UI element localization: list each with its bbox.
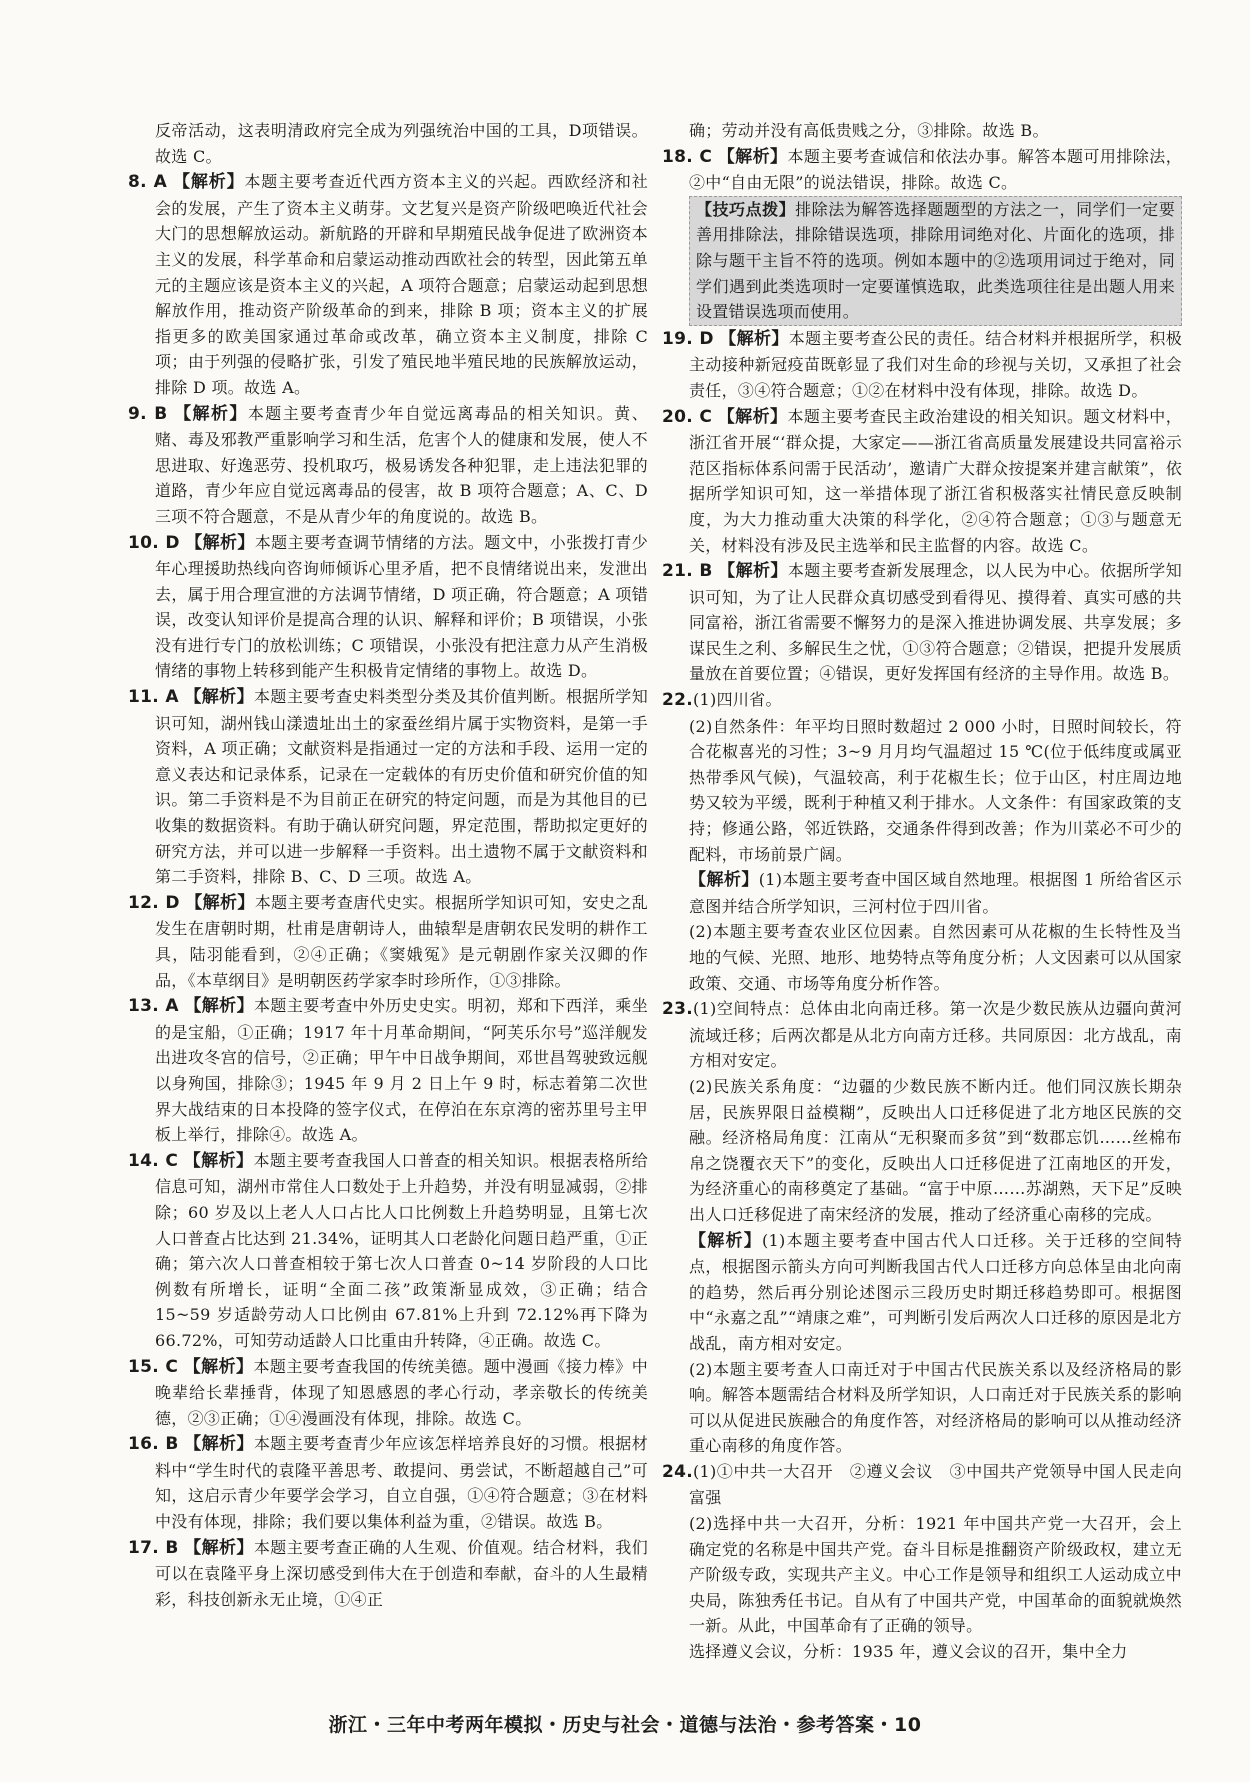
question-text: 本题主要考查青少年应该怎样培养良好的习惯。根据材料中“学生时代的袁隆平善思考、敢提问、勇尝试，不断超越自己”可知，这启示青少年要学会学习，自立自强，①④符合题意；③在材料中没有体现，排除；我们要以集体利益为重，②错误。故选 B。 <box>155 1434 648 1532</box>
question-23-analysis-2: (2)本题主要考查人口南迁对于中国古代民族关系以及经济格局的影响。解答本题需结合材料及所学知识，人口南迁对于民族关系的影响可以从促进民族融合的角度作答，对经济格局的影响可以从推动经济重心南移的角度作答。 <box>689 1359 1182 1456</box>
analysis-tag: 【解析】 <box>718 561 788 582</box>
question-text: 本题主要考查我国的传统美德。题中漫画《接力棒》中晚辈给长辈捶背，体现了知恩感恩的孝心行动，孝亲敬长的传统美德，②③正确；①④漫画没有体现，排除。故选 C。 <box>155 1356 648 1428</box>
question-22 <box>662 687 1182 714</box>
question-text: 本题主要考查公民的责任。结合材料并根据所学，积极主动接种新冠疫苗既彰显了我们对生命的珍视与关切，又承担了社会责任，③④符合题意；①②在材料中没有体现，排除。故选 D。 <box>689 328 1183 400</box>
question-17 <box>128 1535 648 1613</box>
question-number: 23. <box>662 999 694 1020</box>
analysis-tag: 【解析】 <box>174 403 248 424</box>
answer-part-1: (1)空间特点：总体由北向南迁移。第一次是少数民族从边疆向黄河流域迁移；后两次都是从北方向南方迁移。共同原因：北方战乱，南方相对安定。 <box>689 999 1182 1071</box>
question-text: 本题主要考查唐代史实。根据所学知识可知，安史之乱发生在唐朝时期，杜甫是唐朝诗人，曲辕犁是唐朝农民发明的耕作工具，陆羽能看到，②④正确；《窦娥冤》是元朝剧作家关汉卿的作品，《本草纲目》是明朝医药学家李时珍所作，①③排除。 <box>155 892 649 990</box>
intro-text: 反帝活动，这表明清政府完全成为列强统治中国的工具，D项错误。故选 C。 <box>155 121 648 166</box>
tip-text: 排除法为解答选择题题型的方法之一，同学们一定要善用排除法，排除错误选项，排除用词绝对化、片面化的选项，排除与题干主旨不符的选项。例如本题中的②选项用词过于绝对，同学们遇到此类选项时一定要谨慎选取，此类选项往往是出题人用来设置错误选项而使用。 <box>696 199 1175 322</box>
question-number: 17. B <box>128 1537 179 1558</box>
question-text: 本题主要考查调节情绪的方法。题文中，小张拨打青少年心理援助热线向咨询师倾诉心里矛盾，把不良情绪说出来，发泄出去，属于用合理宣泄的方法调节情绪，D 项正确，符合题意；A 项错误，改变认知评价是提高合理的认识、解释和评价；B 项错误，小张没有进行专门的放松训练；C 项错误，小张没有把注意力从产生消极情绪的事物上转移到能产生积极肯定情绪的事物上。故选 D。 <box>155 532 649 681</box>
question-number: 11. A <box>128 687 179 708</box>
question-22-answer-2: (2)自然条件：年平均日照时数超过 2 000 小时，日照时间较长，符合花椒喜光的习性；3~9 月月均气温超过 15 ℃(位于低纬度或属亚热带季风气候)，气温较高，利于花椒生长；位于山区，村庄周边地势又较为平缓，既利于种植又利于排水。人文条件：有国家政策的支持；修通公路，邻近铁路，交通条件得到改善；作为川菜必不可少的配料，市场前景广阔。 <box>689 716 1182 864</box>
question-number: 8. A <box>128 172 168 193</box>
tip-wrapper <box>662 196 1182 326</box>
question-number: 12. D <box>128 892 180 913</box>
question-number: 19. D <box>662 328 714 349</box>
analysis-tag: 【解析】 <box>184 996 255 1017</box>
analysis-tag: 【解析】 <box>183 1150 254 1171</box>
question-24 <box>662 1459 1182 1511</box>
question-number: 22. <box>662 690 694 711</box>
analysis-tag: 【解析】 <box>717 146 788 167</box>
analysis-part-1: (1)本题主要考查中国区域自然地理。根据图 1 所给省区示意图并结合所学知识，三河村位于四川省。 <box>689 870 1182 916</box>
analysis-part-1: (1)本题主要考查中国古代人口迁移。关于迁移的空间特点，根据图示箭头方向可判断我国古代人口迁移方向总体呈由北向南的趋势，然后再分别论述图示三段历史时期迁移趋势即可。根据图中“永嘉之乱”“靖康之难”，可判断引发后两次人口迁移的原因是北方战乱，南方相对安定。 <box>689 1230 1182 1353</box>
question-number: 21. B <box>662 561 713 582</box>
question-23 <box>662 996 1182 1074</box>
question-21 <box>662 558 1182 687</box>
question-24-answer-3: 选择遵义会议，分析：1935 年，遵义会议的召开，集中全力 <box>689 1642 1128 1662</box>
left-column <box>128 118 648 1612</box>
question-text: 本题主要考查诚信和依法办事。解答本题可用排除法，②中“自由无限”的说法错误，排除。故选 C。 <box>689 146 1182 193</box>
question-number: 14. C <box>128 1150 179 1171</box>
question-text: 本题主要考查我国人口普查的相关知识。根据表格所给信息可知，湖州市常住人口数处于上升趋势，并没有明显减弱，②排除；60 岁及以上老人人口占比人口比例数上升趋势明显，且第七次人口普查占比达到 21.34%，证明其人口老龄化问题日趋严重，①正确；第六次人口普查相较于第七次人口普查 0~14 岁阶段的人口比例数有所增长，证明“全面二孩”政策渐显成效，③正确；结合 15~59 岁适龄劳动人口比例由 67.81%上升到 72.12%再下降为 66.72%，可知劳动适龄人口比重由升转降，④正确。故选 C。 <box>155 1150 648 1350</box>
question-10 <box>128 530 648 685</box>
question-23-analysis <box>662 1228 1182 1357</box>
question-22-analysis <box>662 867 1182 919</box>
analysis-tag: 【解析】 <box>689 870 759 891</box>
analysis-tag: 【解析】 <box>184 1537 254 1558</box>
analysis-tag: 【解析】 <box>717 406 788 427</box>
question-text: 本题主要考查中外历史史实。明初，郑和下西洋，乘坐的是宝船，①正确；1917 年十月革命期间，“阿芙乐尔号”巡洋舰发出进攻冬宫的信号，②正确；甲午中日战争期间，邓世昌驾驶致远舰以身殉国，排除③；1945 年 9 月 2 日上午 9 时，标志着第二次世界大战结束的日本投降的签字仪式，在停泊在东京湾的密苏里号主甲板上举行，排除④。故选 A。 <box>155 996 648 1145</box>
question-text: 本题主要考查青少年自觉远离毒品的相关知识。黄、赌、毒及邪教严重影响学习和生活，危害个人的健康和发展，使人不思进取、好逸恶劳、投机取巧，极易诱发各种犯罪，走上违法犯罪的道路，青少年应自觉远离毒品的侵害，故 B 项符合题意；A、C、D 三项不符合题意，不是从青少年的角度说的。故选 B。 <box>155 403 649 526</box>
question-22-analysis-2: (2)本题主要考查农业区位因素。自然因素可从花椒的生长特性及当地的气候、光照、地形、地势特点等角度分析；人文因素可以从国家政策、交通、市场等角度分析作答。 <box>689 922 1182 993</box>
analysis-tag: 【解析】 <box>185 892 255 913</box>
question-number: 9. B <box>128 403 168 424</box>
question-text: 本题主要考查正确的人生观、价值观。结合材料，我们可以在袁隆平身上深切感受到伟大在于创造和奉献，奋斗的人生最精彩，科技创新永无止境，①④正 <box>155 1537 648 1609</box>
right-column <box>662 118 1182 1665</box>
question-number: 24. <box>662 1461 694 1482</box>
tip-box <box>689 196 1182 326</box>
analysis-tag: 【解析】 <box>185 532 255 553</box>
question-12 <box>128 890 648 993</box>
question-text: 本题主要考查史料类型分类及其价值判断。根据所学知识可知，湖州钱山漾遗址出土的家蚕丝绢片属于实物资料，是第一手资料，A 项正确；文献资料是指通过一定的方法和手段、运用一定的意义表达和记录体系，记录在一定载体的有历史价值和研究价值的知识。第二手资料是不为目前正在研究的特定问题，而是为其他目的已收集的数据资料。有助于确认研究问题，界定范围，帮助拟定更好的研究方法，并可以进一步解释一手资料。出土遗物不属于文献资料和第二手资料，排除 B、C、D 三项。故选 A。 <box>155 687 648 887</box>
question-18 <box>662 144 1182 196</box>
analysis-tag: 【解析】 <box>183 1356 254 1377</box>
question-number: 15. C <box>128 1356 179 1377</box>
analysis-tag: 【解析】 <box>184 687 255 708</box>
question-24-answer-2: (2)选择中共一大召开，分析：1921 年中国共产党一大召开，会上确定党的名称是中国共产党。奋斗目标是推翻资产阶级政权，建立无产阶级专政，实现共产主义。中心工作是领导和组织工人运动成立中央局，陈独秀任书记。自从有了中国共产党，中国革命的面貌就焕然一新。从此，中国革命有了正确的领导。 <box>689 1514 1182 1636</box>
question-number: 18. C <box>662 146 713 167</box>
analysis-tag: 【解析】 <box>719 328 789 349</box>
page-footer: 浙江・三年中考两年模拟・历史与社会・道德与法治・参考答案・10 <box>328 1714 922 1736</box>
question-14 <box>128 1148 648 1354</box>
question-text: 本题主要考查近代西方资本主义的兴起。西欧经济和社会的发展，产生了资本主义萌芽。文艺复兴是资产阶级吧唤近代社会大门的思想解放运动。新航路的开辟和早期殖民战争促进了欧洲资本主义的发展，科学革命和启蒙运动推动西欧社会的转型，因此第五单元的主题应该是资本主义的兴起，A 项符合题意；启蒙运动起到思想解放作用，推动资产阶级革命的到来，排除 B 项；资本主义的扩展指更多的欧美国家通过革命或改革，确立资本主义制度，排除 C 项；由于列强的侵略扩张，引发了殖民地半殖民地的民族解放运动，排除 D 项。故选 A。 <box>155 172 649 397</box>
question-20 <box>662 404 1182 559</box>
question-number: 20. C <box>662 406 713 427</box>
question-text: 本题主要考查民主政治建设的相关知识。题文材料中，浙江省开展“‘群众提，大家定——浙江省高质量发展建设共同富裕示范区指标体系问需于民活动’，邀请广大群众按提案并建言献策”，依据所学知识可知，这一举措体现了浙江省积极落实社情民意反映制度，为大力推动重大决策的科学化，②④符合题意；①③与题意无关，材料没有涉及民主选举和民主监督的内容。故选 C。 <box>689 406 1182 555</box>
question-16 <box>128 1431 648 1534</box>
analysis-tag: 【解析】 <box>184 1434 254 1455</box>
question-13 <box>128 993 648 1148</box>
question-11 <box>128 684 648 890</box>
question-8 <box>128 169 648 400</box>
answer-part-1: (1)①中共一大召开 ②遵义会议 ③中国共产党领导中国人民走向富强 <box>689 1461 1182 1508</box>
analysis-tag: 【解析】 <box>689 1230 762 1251</box>
question-15 <box>128 1354 648 1432</box>
question-23-answer-2: (2)民族关系角度：“边疆的少数民族不断内迁。他们同汉族长期杂居，民族界限日益模糊”，反映出人口迁移促进了北方地区民族的交融。经济格局角度：江南从“无积聚而多贫”到“数郡忘饥……丝棉布帛之饶覆衣天下”的变化，反映出人口迁移促进了江南地区的开发，为经济重心的南移奠定了基础。“富于中原……苏湖熟，天下足”反映出人口迁移促进了南宋经济的发展，推动了经济重心南移的完成。 <box>689 1076 1182 1224</box>
question-number: 16. B <box>128 1434 179 1455</box>
question-text: 本题主要考查新发展理念，以人民为中心。依据所学知识可知，为了让人民群众真切感受到看得见、摸得着、真实可感的共同富裕，浙江省需要不懈努力的是深入推进协调发展、共享发展；多谋民生之利、多解民生之忧，①③符合题意；②错误，把提升发展质量放在首要位置；④错误，更好发挥国有经济的主导作用。故选 B。 <box>689 561 1182 684</box>
question-9 <box>128 401 648 530</box>
question-number: 13. A <box>128 996 179 1017</box>
tip-tag: 【技巧点拨】 <box>696 199 796 219</box>
answer-part-1: (1)四川省。 <box>693 690 782 710</box>
analysis-tag: 【解析】 <box>173 172 245 193</box>
question-number: 10. D <box>128 532 180 553</box>
question-19 <box>662 326 1182 404</box>
question-17-continued: 确；劳动并没有高低贵贱之分，③排除。故选 B。 <box>689 121 1049 140</box>
